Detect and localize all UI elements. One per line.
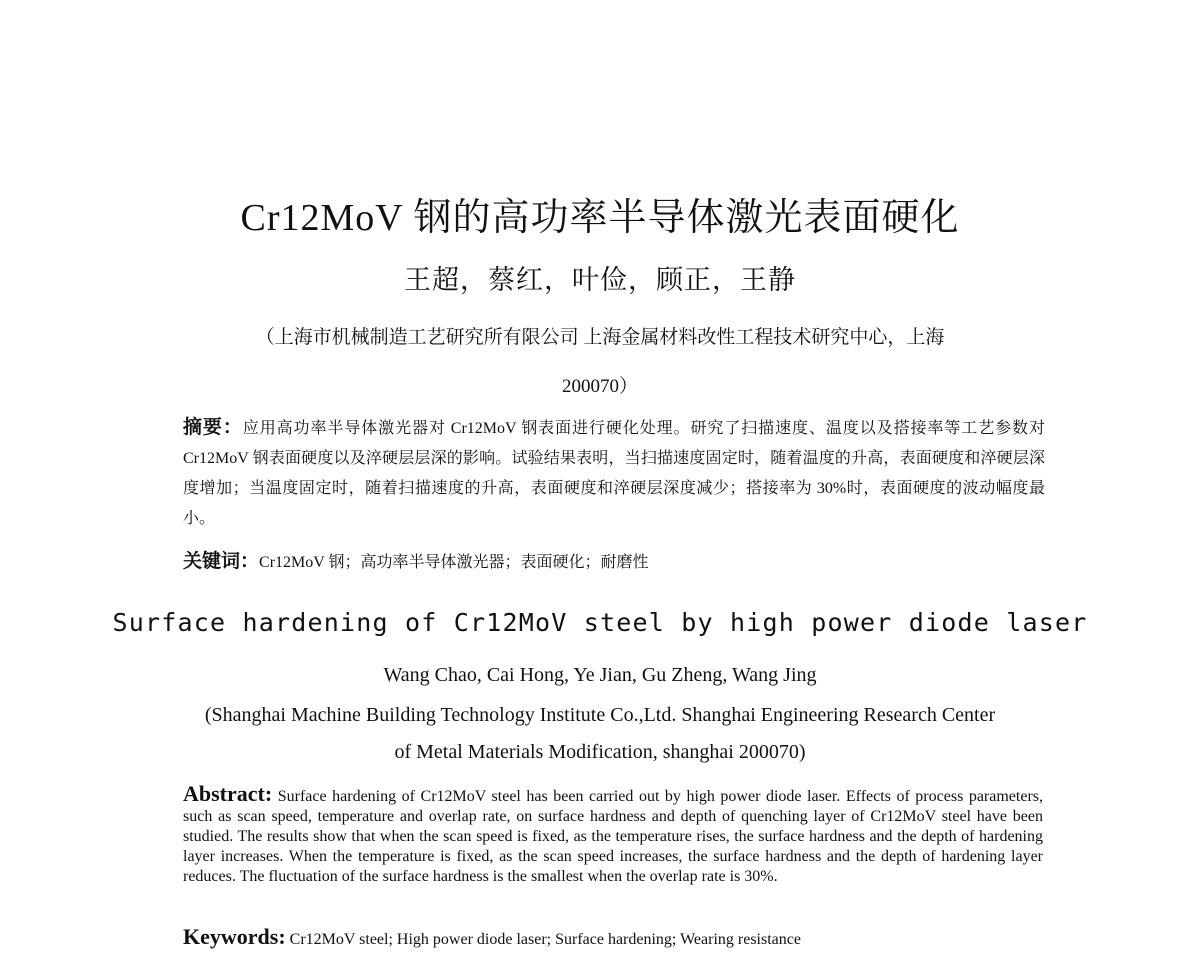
keywords-cn	[183, 546, 1045, 578]
abstract-en	[183, 781, 1044, 887]
affiliation-cn-line-1: （上海市机械制造工艺研究所有限公司 上海金属材料改性工程技术研究中心，上海	[255, 327, 945, 348]
affiliation-en-line-2: of Metal Materials Modification, shanghai 200070)	[394, 741, 806, 763]
abstract-en-text: Surface hardening of Cr12MoV steel has been carried out by high power diode laser. Effects of process parameters, such as scan speed, temperature and overlap rate, on surface hardness and depth of quenching layer of Cr12MoV steel have been studied. The results show that when the scan speed is fixed, as the temperature rises, the surface hardness and the depth of hardening layer increases. When the temperature is fixed, as the scan speed increases, the surface hardness and the depth of hardening layer reduces. The fluctuation of the surface hardness is the smallest when the overlap rate is 30%.	[183, 788, 1044, 885]
keywords-cn-label: 关键词：	[183, 550, 260, 572]
keywords-en-label: Keywords:	[183, 924, 286, 949]
abstract-cn	[183, 412, 1045, 534]
affiliation-en-line-1: (Shanghai Machine Building Technology Institute Co.,Ltd. Shanghai Engineering Research Center	[204, 704, 996, 726]
keywords-en	[183, 924, 1043, 953]
author-list-en: Wang Chao, Cai Hong, Ye Jian, Gu Zheng, Wang Jing	[383, 664, 817, 686]
paper-title-cn: Cr12MoV 钢的高功率半导体激光表面硬化	[240, 197, 960, 239]
paper-title-en: Surface hardening of Cr12MoV steel by high power diode laser	[112, 608, 1088, 637]
author-list-cn: 王超，蔡红，叶俭，顾正，王静	[404, 265, 796, 295]
keywords-en-text: Cr12MoV steel; High power diode laser; Surface hardening; Wearing resistance	[289, 931, 801, 948]
abstract-en-label: Abstract:	[183, 781, 273, 806]
abstract-cn-text: 应用高功率半导体激光器对 Cr12MoV 钢表面进行硬化处理。研究了扫描速度、温度以及搭接率等工艺参数对 Cr12MoV 钢表面硬度以及淬硬层层深的影响。试验结果表明，当扫描速度固定时，随着温度的升高，表面硬度和淬硬层深度增加；当温度固定时，随着扫描速度的升高，表面硬度和淬硬层深度减少；搭接率为 30%时，表面硬度的波动幅度最小。	[183, 420, 1045, 527]
abstract-cn-label: 摘要：	[183, 416, 243, 438]
affiliation-cn-line-2: 200070）	[561, 376, 638, 397]
keywords-cn-text: Cr12MoV 钢；高功率半导体激光器；表面硬化；耐磨性	[259, 554, 649, 571]
